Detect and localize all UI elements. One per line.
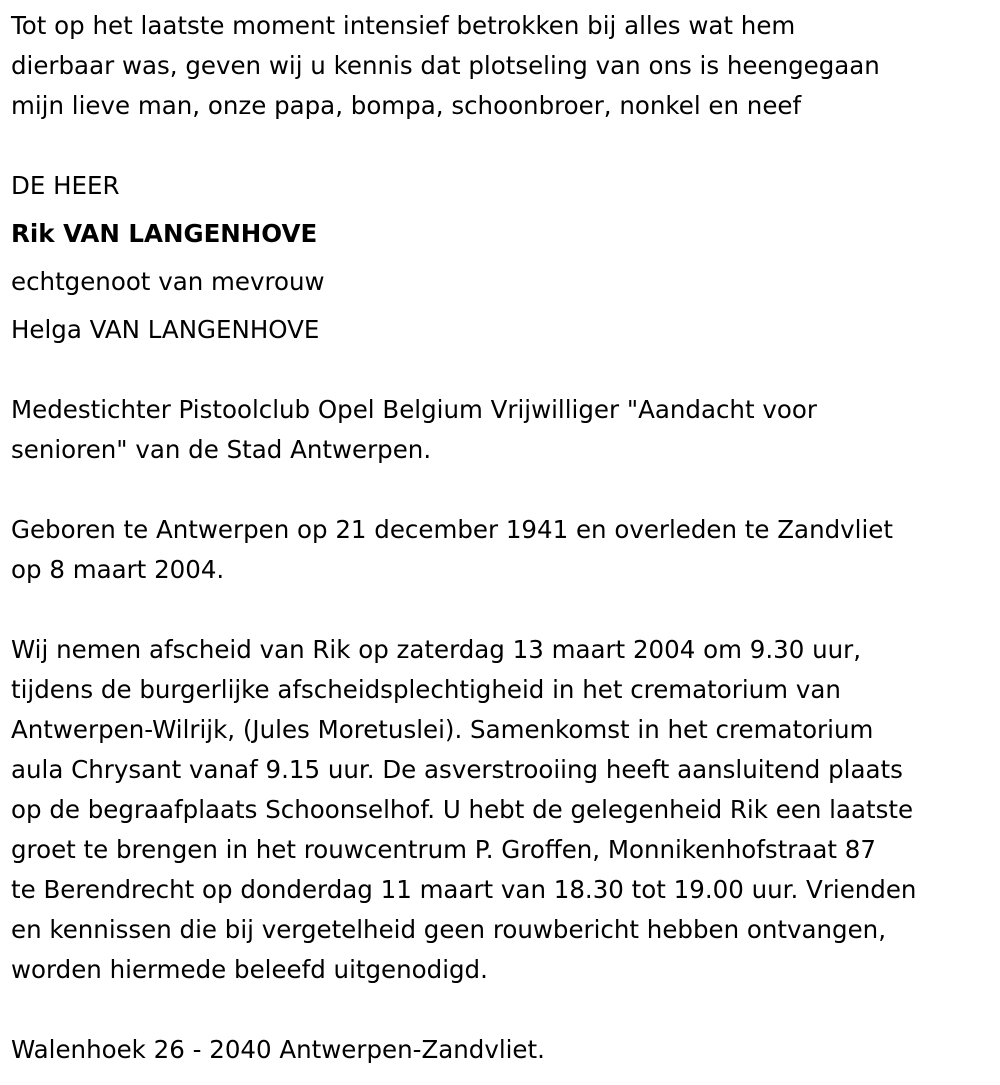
title-label: DE HEER	[11, 171, 120, 200]
intro-paragraph: Tot op het laatste moment intensief betrokken bij alles wat hem dierbaar was, geven wij u kennis dat plotseling van ons is heengegaan mijn lieve man, onze papa, bompa, schoonbroer, nonkel en neef	[11, 11, 880, 120]
spouse-name: Helga VAN LANGENHOVE	[11, 315, 320, 344]
spouse-label: echtgenoot van mevrouw	[11, 267, 325, 296]
affiliation-paragraph: Medestichter Pistoolclub Opel Belgium Vrijwilliger "Aandacht voor senioren" van de Stad Antwerpen.	[11, 395, 817, 464]
address-line: Walenhoek 26 - 2040 Antwerpen-Zandvliet.	[11, 1035, 545, 1064]
dates-paragraph: Geboren te Antwerpen op 21 december 1941 en overleden te Zandvliet op 8 maart 2004.	[11, 515, 893, 584]
deceased-name: Rik VAN LANGENHOVE	[11, 219, 318, 248]
ceremony-paragraph: Wij nemen afscheid van Rik op zaterdag 13 maart 2004 om 9.30 uur, tijdens de burgerlijke afscheidsplechtigheid in het crematorium van Antwerpen-Wilrijk, (Jules Moretuslei). Samenkomst in het crematorium aula Chrysant vanaf 9.15 uur. De asverstrooiing heeft aansluitend plaats op de begraafplaats Schoonselhof. U hebt de gelegenheid Rik een laatste groet te brengen in het rouwcentrum P. Groffen, Monnikenhofstraat 87 te Berendrecht op donderdag 11 maart van 18.30 tot 19.00 uur. Vrienden en kennissen die bij vergetelheid geen rouwbericht hebben ontvangen, worden hiermede beleefd uitgenodigd.	[11, 635, 917, 984]
